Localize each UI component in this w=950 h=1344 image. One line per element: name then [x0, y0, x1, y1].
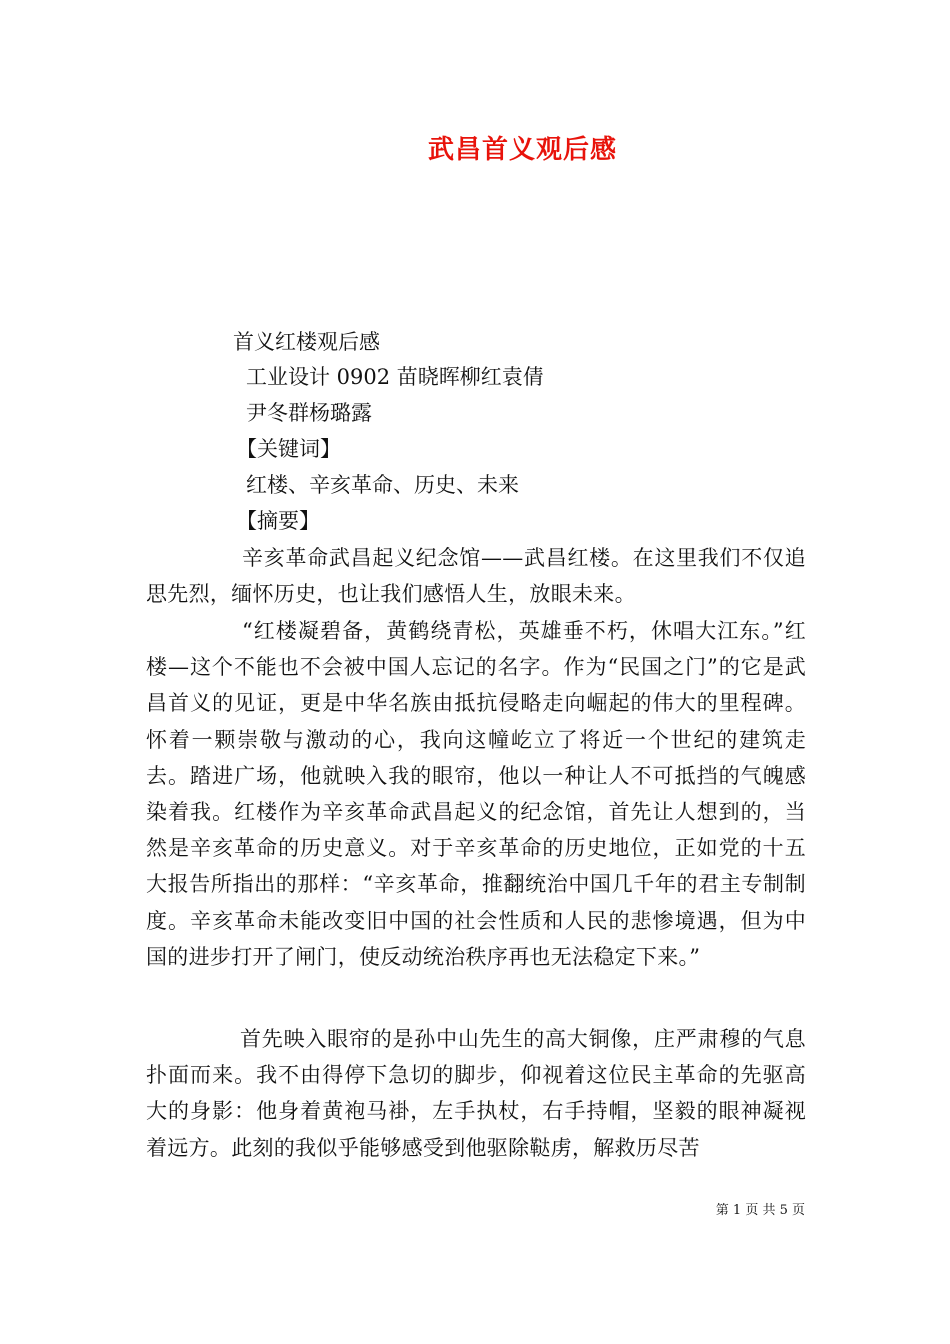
authors-line-1: 工业设计 0902 苗晓晖柳红袁倩 — [246, 365, 544, 389]
page-title: 武昌首义观后感 — [427, 135, 617, 165]
body-paragraph-2: 首先映入眼帘的是孙中山先生的高大铜像，庄严肃穆的气息扑面而来。我不由得停下急切的脚步，仰视着这位民主革命的先驱高大的身影：他身着黄袍马褂，左手执杖，右手持帽，坚毅的眼神凝视着远方。此刻的我似乎能够感受到他驱除鞑虏，解救历尽苦 — [146, 1027, 806, 1160]
keywords-text: 红楼、辛亥革命、历史、未来 — [246, 473, 519, 497]
article-subtitle: 首义红楼观后感 — [233, 330, 380, 354]
abstract-heading: 【摘要】 — [236, 509, 320, 533]
body-paragraph-1: “红楼凝碧备，黄鹤绕青松，英雄垂不朽，休唱大江东。”红楼—这个不能也不会被中国人忘记的名字。作为“民国之门”的它是武昌首义的见证，更是中华名族由抵抗侵略走向崛起的伟大的里程碑。怀着一颗崇敬与激动的心，我向这幢屹立了将近一个世纪的建筑走去。踏进广场，他就映入我的眼帘，他以一种让人不可抵挡的气魄感染着我。红楼作为辛亥革命武昌起义的纪念馆，首先让人想到的，当然是辛亥革命的历史意义。对于辛亥革命的历史地位，正如党的十五大报告所指出的那样：“辛亥革命，推翻统治中国几千年的君主专制制度。辛亥革命未能改变旧中国的社会性质和人民的悲惨境遇，但为中国的进步打开了闸门，使反动统治秩序再也无法稳定下来。” — [146, 619, 806, 969]
authors-line-2: 尹冬群杨璐露 — [246, 401, 372, 425]
abstract-paragraph: 辛亥革命武昌起义纪念馆——武昌红楼。在这里我们不仅追思先烈，缅怀历史，也让我们感悟人生，放眼未来。 — [146, 546, 806, 607]
page-number-footer: 第 1 页 共 5 页 — [715, 1203, 805, 1218]
keywords-heading: 【关键词】 — [236, 437, 341, 461]
